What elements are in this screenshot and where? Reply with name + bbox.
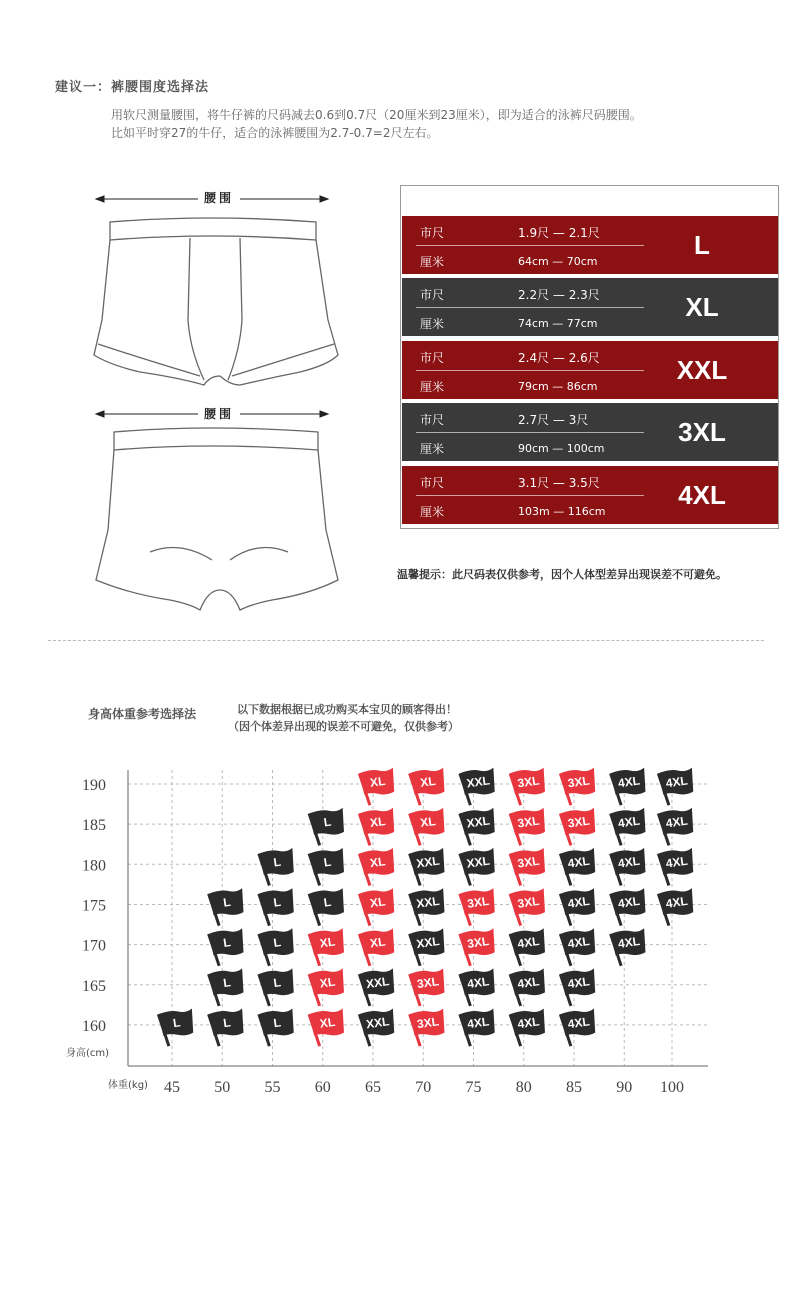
flag-label: XXL [465,853,491,871]
size-flag [560,807,598,846]
x-tick-label: 80 [515,1079,532,1096]
chi-range: 2.4尺 — 2.6尺 [518,351,600,365]
size-flag [460,968,498,1007]
size-table-note: 温馨提示：此尺码表仅供参考，因个人体型差异出现误差不可避免。 [397,568,727,581]
cm-label: 厘米 [420,380,445,394]
size-flag [658,807,696,846]
size-flag [460,807,498,846]
flag-label: L [222,894,232,910]
size-flag [409,807,447,846]
x-tick-label: 55 [264,1079,281,1096]
flag-label: 4XL [566,974,591,992]
flag-label: 4XL [516,974,541,992]
flag-label: L [272,854,282,870]
flag-label: 4XL [566,934,591,951]
size-flag [359,968,397,1007]
size-flag [510,888,548,927]
size-flag [309,807,347,846]
row-separator [416,370,644,371]
size-flag [309,888,347,927]
size-flag [460,847,498,886]
cm-label: 厘米 [420,317,445,331]
x-axis-label: 体重(kg) [108,1080,148,1091]
size-flag [409,928,447,967]
flag-label: 3XL [416,1014,440,1032]
y-tick-label: 170 [82,937,106,955]
flag-label: 3XL [516,893,541,911]
x-tick-label: 70 [415,1079,432,1096]
size-label: L [694,230,710,260]
y-tick-label: 190 [82,777,106,794]
flag-label: 3XL [516,813,541,831]
x-tick-label: 65 [365,1079,381,1096]
cm-range: 90cm — 100cm [518,442,605,455]
flag-label: 4XL [466,1014,491,1032]
flag-label: 4XL [516,1014,541,1032]
flag-label: XL [318,974,337,991]
size-flag [309,968,347,1007]
size-flag [409,767,447,806]
size-flag [610,847,648,886]
x-tick-label: 85 [566,1079,582,1096]
flag-label: L [272,935,282,950]
y-tick-label: 165 [82,977,106,995]
size-flag [359,1008,397,1047]
size-flag [460,767,498,806]
cm-range: 103m — 116cm [518,505,606,518]
chi-label: 市尺 [420,476,445,490]
flag-label: L [172,1015,182,1031]
size-flag [359,807,397,846]
size-row [402,403,778,461]
size-flag [560,968,598,1007]
flag-label: XL [369,854,387,871]
flag-label: L [222,935,232,950]
size-flag [409,847,447,886]
size-flag [610,888,648,927]
flag-label: L [272,1015,282,1031]
size-label: XL [685,292,719,322]
size-flag [208,888,246,927]
flag-label: 4XL [617,773,641,791]
section-divider [48,640,764,641]
size-flag [409,888,447,927]
y-tick-label: 160 [82,1017,106,1035]
y-tick-label: 185 [82,817,106,835]
flag-label: XL [419,814,437,831]
y-tick-label: 175 [82,897,106,915]
size-flag [510,1008,548,1047]
section2-subtitle1: 以下数据根据已成功购买本宝贝的顾客得出！ [237,703,457,716]
x-tick-label: 45 [164,1079,180,1096]
trunks-front-icon [94,218,338,385]
cm-range: 79cm — 86cm [518,380,598,393]
row-separator [416,245,644,246]
flag-label: XXL [465,773,491,791]
chi-range: 2.2尺 — 2.3尺 [518,288,600,302]
size-flag [359,888,397,927]
flag-label: 3XL [566,813,591,831]
size-flag [510,807,548,846]
height-weight-chart [0,750,796,1110]
chi-range: 2.7尺 — 3尺 [518,413,589,427]
size-flag [158,1008,196,1047]
x-tick-label: 60 [314,1079,331,1096]
size-flag [460,1008,498,1047]
row-separator [416,495,644,496]
cm-range: 64cm — 70cm [518,255,598,268]
size-flag [208,968,246,1007]
section1-desc-line1: 用软尺测量腰围，将牛仔裤的尺码减去0.6到0.7尺（20厘米到23厘米），即为适合的泳裤尺码腰围。 [111,108,642,122]
cm-label: 厘米 [420,505,445,519]
flag-label: L [322,814,333,830]
size-flag [409,1008,447,1047]
size-row [402,341,778,399]
size-flag [409,968,447,1007]
section1-title: 建议一：裤腰围度选择法 [55,80,210,95]
flag-label: 4XL [664,813,689,831]
flag-label: 4XL [617,813,641,831]
flag-label: XXL [415,853,441,871]
flag-label: 4XL [566,1014,591,1032]
size-flag [259,968,297,1007]
flag-label: 4XL [664,853,689,871]
size-label: XXL [676,355,728,385]
flag-label: 4XL [664,773,689,791]
flag-label: 3XL [566,773,591,791]
chi-label: 市尺 [420,351,445,365]
waist-label-bottom: 腰围 [198,405,240,422]
cm-label: 厘米 [420,255,445,269]
size-flag [208,1008,246,1047]
flag-label: XL [369,934,387,951]
flag-label: L [222,975,232,991]
flag-label: 4XL [516,934,541,951]
flag-label: L [222,1015,232,1031]
size-flag [510,767,548,806]
flag-label: L [272,975,282,991]
flag-label: 4XL [566,893,591,911]
flag-label: 3XL [516,773,541,791]
flag-label: 4XL [566,853,591,871]
flag-label: XXL [415,893,441,911]
flag-label: 4XL [466,974,491,992]
trunks-illustration [80,180,350,620]
size-flag [658,847,696,886]
size-flag [259,1008,297,1047]
flag-label: XL [318,934,337,951]
size-flag [560,1008,598,1047]
flag-label: XXL [465,813,491,831]
size-flag [460,928,498,967]
size-flag [208,928,246,967]
flag-label: XL [369,773,387,790]
y-axis-label: 身高(cm) [66,1048,110,1059]
flag-label: 3XL [516,853,541,871]
size-flag [610,807,648,846]
chi-range: 1.9尺 — 2.1尺 [518,226,600,240]
row-separator [416,307,644,308]
chi-label: 市尺 [420,413,445,427]
size-row [402,216,778,274]
flag-label: L [322,894,333,910]
size-row [402,466,778,524]
y-tick-label: 180 [82,857,106,875]
flag-label: XL [318,1014,337,1031]
flag-label: XXL [365,1014,391,1032]
size-flag [610,928,648,967]
flag-label: XL [369,814,387,831]
size-flag [658,767,696,806]
row-separator [416,432,644,433]
section1-desc-line2: 比如平时穿27的牛仔，适合的泳裤腰围为2.7-0.7=2尺左右。 [111,126,439,140]
flag-label: L [322,854,333,870]
flag-label: XXL [415,933,441,952]
section2-title: 身高体重参考选择法 [88,707,197,721]
size-flag [309,1008,347,1047]
flag-label: 4XL [617,893,641,911]
waist-label-top: 腰围 [198,189,240,206]
size-label: 3XL [678,417,726,447]
x-tick-label: 100 [660,1079,684,1096]
flag-label: 3XL [466,893,491,911]
size-flag [658,888,696,927]
flag-label: XXL [365,974,391,992]
size-flag [510,928,548,967]
chi-label: 市尺 [420,226,445,240]
flag-label: 4XL [617,853,641,871]
size-flag [510,968,548,1007]
size-flag [259,888,297,927]
cm-label: 厘米 [420,442,445,456]
x-tick-label: 50 [214,1079,231,1096]
section2-subtitle2: （因个体差异出现的误差不可避免，仅供参考） [228,720,459,733]
size-flag [560,847,598,886]
chi-label: 市尺 [420,288,445,302]
size-flag [510,847,548,886]
size-table [400,185,779,529]
size-flag [560,888,598,927]
flag-label: 3XL [466,934,491,951]
flag-label: XL [419,773,437,790]
size-flag [359,847,397,886]
x-tick-label: 75 [465,1079,482,1096]
x-tick-label: 90 [616,1079,633,1096]
size-flag [359,928,397,967]
size-flag [610,767,648,806]
size-flag [259,847,297,886]
size-flag [560,767,598,806]
flag-label: 3XL [416,974,440,992]
chi-range: 3.1尺 — 3.5尺 [518,476,600,490]
flag-label: XL [369,894,387,911]
size-row [402,278,778,336]
flag-label: L [272,894,282,910]
size-flag [259,928,297,967]
size-flag [460,888,498,927]
trunks-back-icon [96,428,338,610]
size-flag [309,847,347,886]
cm-range: 74cm — 77cm [518,317,598,330]
size-flag [309,928,347,967]
flag-label: 4XL [617,934,641,951]
size-label: 4XL [678,480,726,510]
size-flag [359,767,397,806]
flag-label: 4XL [664,893,689,911]
size-flag [560,928,598,967]
